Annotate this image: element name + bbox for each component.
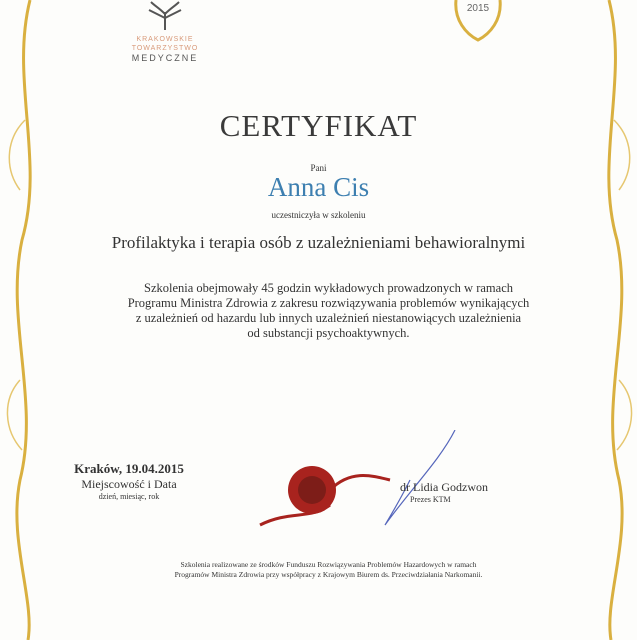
course-title: Profilaktyka i terapia osób z uzależnieniami behawioralnymi [111,233,526,252]
place-date-label: Miejscowość i Data [81,477,177,491]
place-date-hint: dzień, miesiąc, rok [98,492,160,501]
left-ornamental-border [0,0,40,640]
description-line: z uzależnień od hazardu lub innych uzależnień niestanowiących uzależnienia [135,311,522,325]
recipient-name: Anna Cis [267,172,370,202]
ktm-logo [120,0,210,64]
description-line: od substancji psychoaktywnych. [247,326,410,340]
logo-line-3: MEDYCZNE [131,53,199,63]
place-date [54,461,204,501]
logo-line-2: TOWARZYSTWO [131,45,199,52]
course-description [60,281,597,341]
description-line: Szkolenia obejmowały 45 godzin wykładowych prowadzonych w ramach [144,281,513,295]
place-date-value: Kraków, 19.04.2015 [74,461,184,476]
signatory-name: dr Lidia Godzwon [400,480,488,494]
tree-icon [145,0,185,30]
description-line: Programu Ministra Zdrowia z zakresu rozwiązywania problemów wynikających [127,296,530,310]
logo-line-1: KRAKOWSKIE [136,36,194,43]
footer-line: Programów Ministra Zdrowia przy współpracy z Krajowym Biurem ds. Przeciwdziałania Narkomanii. [174,570,483,579]
signatory-role: Prezes KTM [410,495,451,504]
funding-note [60,560,597,580]
participation-text: uczestniczyła w szkoleniu [271,210,366,220]
signatory [400,480,520,504]
laurel-badge [448,0,508,44]
badge-year: 2015 [466,3,490,14]
right-ornamental-border [597,0,637,640]
salutation: Pani [310,163,327,173]
certificate-title: CERTYFIKAT [219,108,418,143]
footer-line: Szkolenia realizowane ze środków Funduszu Rozwiązywania Problemów Hazardowych w ramach [180,560,477,569]
